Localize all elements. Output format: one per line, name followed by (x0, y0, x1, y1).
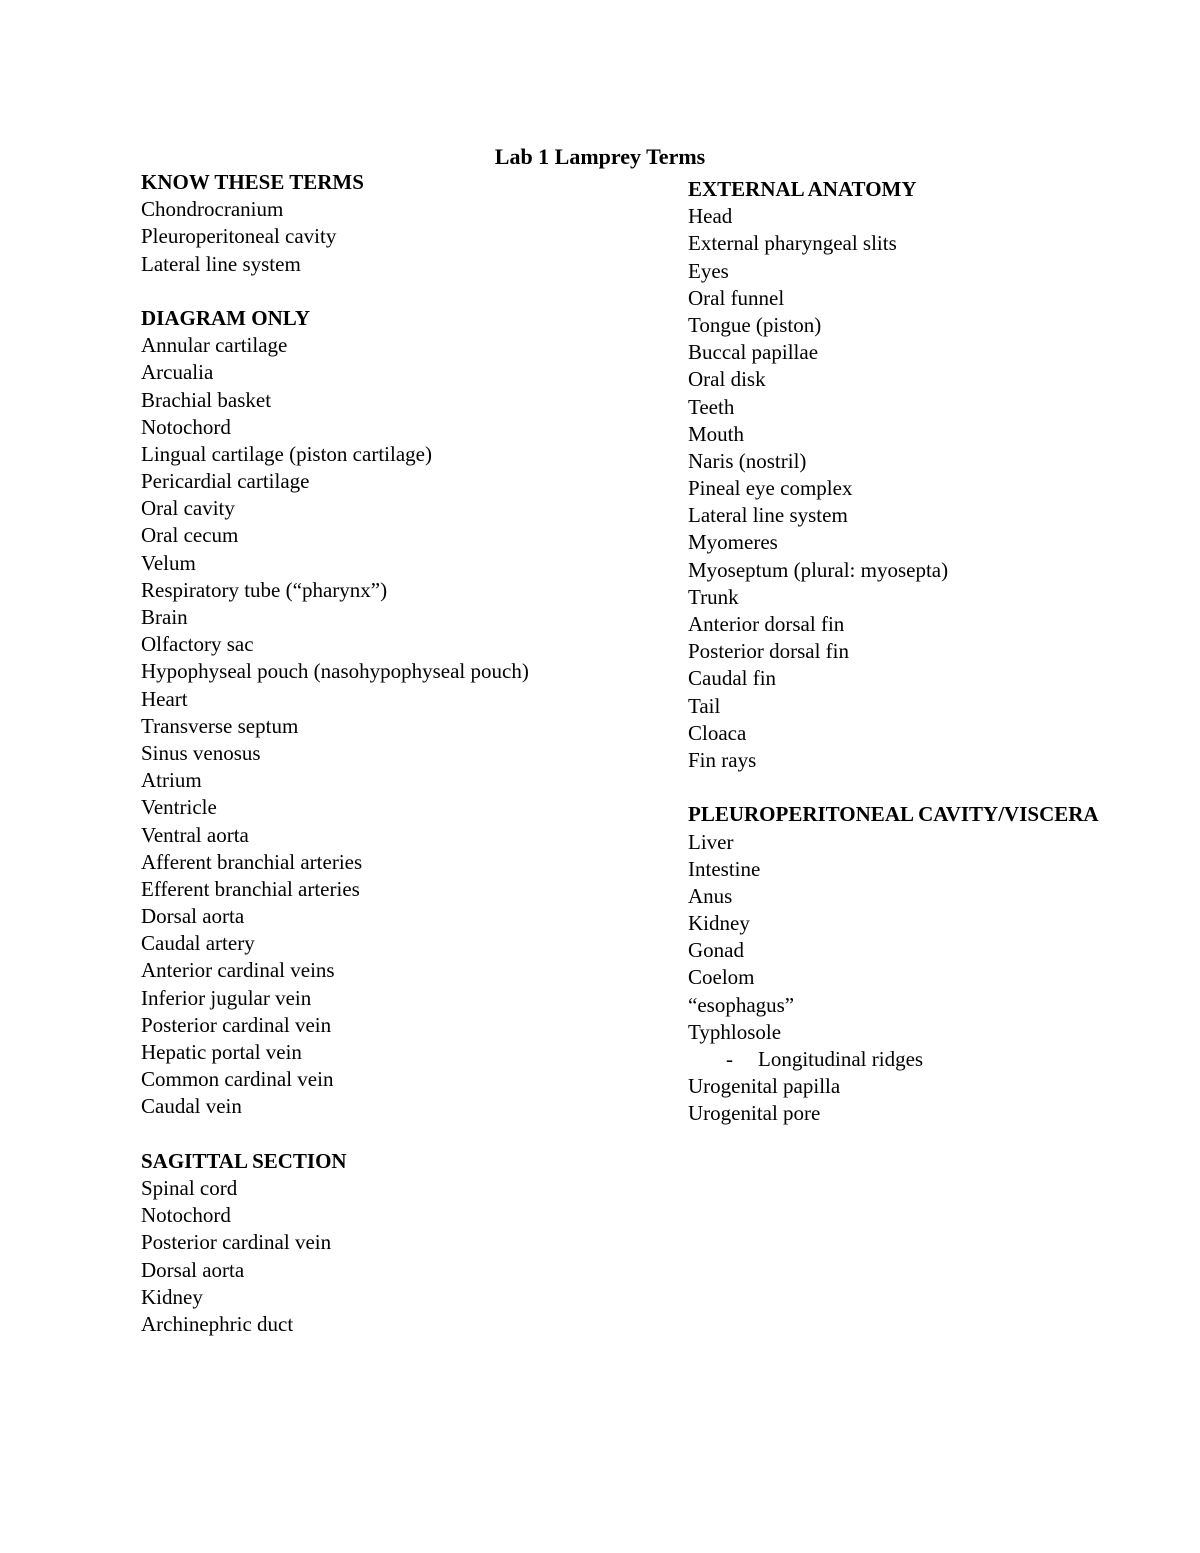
term-item: Naris (nostril) (688, 448, 807, 473)
term-item: Mouth (688, 421, 745, 446)
term-item: Annular cartilage (141, 333, 288, 358)
term-item: Ventricle (141, 795, 217, 820)
term-item: Lingual cartilage (piston cartilage) (141, 441, 432, 466)
term-item: Oral cecum (141, 523, 239, 548)
term-item: Efferent branchial arteries (141, 876, 360, 901)
section-heading: KNOW THESE TERMS (141, 170, 364, 194)
term-item: Posterior cardinal vein (141, 1012, 332, 1037)
term-item: Fin rays (688, 747, 757, 772)
term-item: Lateral line system (141, 251, 301, 276)
term-item: Pericardial cartilage (141, 469, 310, 494)
term-item: Oral disk (688, 367, 766, 392)
term-item: Spinal cord (141, 1175, 238, 1200)
term-item: Afferent branchial arteries (141, 849, 363, 874)
sub-term (688, 1046, 1188, 1073)
term-item: Ventral aorta (141, 822, 249, 847)
term-item: Atrium (141, 768, 202, 793)
term-item: Sinus venosus (141, 740, 261, 765)
term-item: Pleuroperitoneal cavity (141, 224, 337, 249)
term-item: Urogenital pore (688, 1101, 821, 1126)
term-item: Eyes (688, 258, 729, 283)
term-item: Dorsal aorta (141, 904, 245, 929)
term-item: Posterior dorsal fin (688, 639, 849, 664)
term-item: Cloaca (688, 720, 747, 745)
section-heading: PLEUROPERITONEAL CAVITY/VISCERA (688, 802, 1099, 827)
term-item: Kidney (141, 1284, 203, 1309)
term-item: Coelom (688, 965, 755, 990)
term-item: Common cardinal vein (141, 1067, 334, 1092)
term-item: Intestine (688, 856, 761, 881)
term-item: Respiratory tube (“pharynx”) (141, 577, 388, 602)
term-item: Kidney (688, 911, 750, 936)
term-list (141, 1175, 671, 1338)
term-item: Teeth (688, 394, 735, 419)
term-item: Caudal vein (141, 1094, 242, 1119)
term-item: Gonad (688, 938, 744, 963)
term-item: Caudal fin (688, 666, 777, 691)
term-item: Olfactory sac (141, 632, 254, 657)
term-item: Heart (141, 686, 188, 711)
section-viscera (688, 801, 1188, 1127)
term-item: Buccal papillae (688, 340, 819, 365)
term-item: Tongue (piston) (688, 312, 822, 337)
sub-term-label: Longitudinal ridges (758, 1047, 924, 1071)
term-item: Caudal artery (141, 931, 255, 956)
term-item: Myomeres (688, 530, 778, 555)
section-know-these-terms (141, 169, 671, 278)
section-heading: EXTERNAL ANATOMY (688, 177, 917, 201)
term-item: Notochord (141, 1203, 231, 1228)
section-heading: DIAGRAM ONLY (141, 305, 310, 330)
term-list (688, 829, 1188, 1047)
term-item: “esophagus” (688, 992, 795, 1017)
term-item: Trunk (688, 584, 739, 609)
term-item: Anus (688, 883, 733, 908)
term-item: Head (688, 204, 733, 229)
term-item: Transverse septum (141, 713, 299, 738)
section-heading: SAGITTAL SECTION (141, 1148, 347, 1173)
term-item: Hypophyseal pouch (nasohypophyseal pouch) (141, 659, 529, 684)
term-item: Anterior dorsal fin (688, 612, 845, 636)
document-title: Lab 1 Lamprey Terms (494, 144, 706, 169)
term-item: Velum (141, 550, 196, 575)
term-item: Typhlosole (688, 1019, 782, 1044)
left-column (141, 169, 671, 1365)
term-item: Dorsal aorta (141, 1257, 245, 1282)
section-sagittal-section (141, 1148, 671, 1338)
term-item: Lateral line system (688, 503, 848, 528)
term-item: Urogenital papilla (688, 1074, 841, 1099)
section-external-anatomy (688, 176, 1188, 774)
term-item: Posterior cardinal vein (141, 1230, 332, 1255)
term-list (688, 203, 1188, 774)
term-item: Hepatic portal vein (141, 1040, 302, 1064)
term-item: Anterior cardinal veins (141, 958, 335, 983)
term-item: Liver (688, 829, 734, 854)
sub-term-bullet: - (726, 1047, 733, 1071)
term-list (141, 196, 671, 278)
term-item: Arcualia (141, 360, 214, 385)
term-item: Oral cavity (141, 496, 235, 521)
term-item: Brachial basket (141, 387, 272, 412)
term-list (141, 332, 671, 1120)
term-item: Chondrocranium (141, 197, 284, 222)
term-item: Inferior jugular vein (141, 985, 312, 1010)
term-item: Myoseptum (plural: myosepta) (688, 557, 949, 582)
term-item: External pharyngeal slits (688, 231, 897, 256)
term-item: Notochord (141, 414, 231, 439)
term-item: Archinephric duct (141, 1311, 294, 1336)
term-item: Oral funnel (688, 285, 785, 310)
section-diagram-only (141, 305, 671, 1121)
right-column (688, 176, 1188, 1155)
term-item: Pineal eye complex (688, 476, 853, 501)
term-item: Brain (141, 605, 188, 629)
term-list (688, 1073, 1188, 1127)
term-item: Tail (688, 693, 721, 718)
